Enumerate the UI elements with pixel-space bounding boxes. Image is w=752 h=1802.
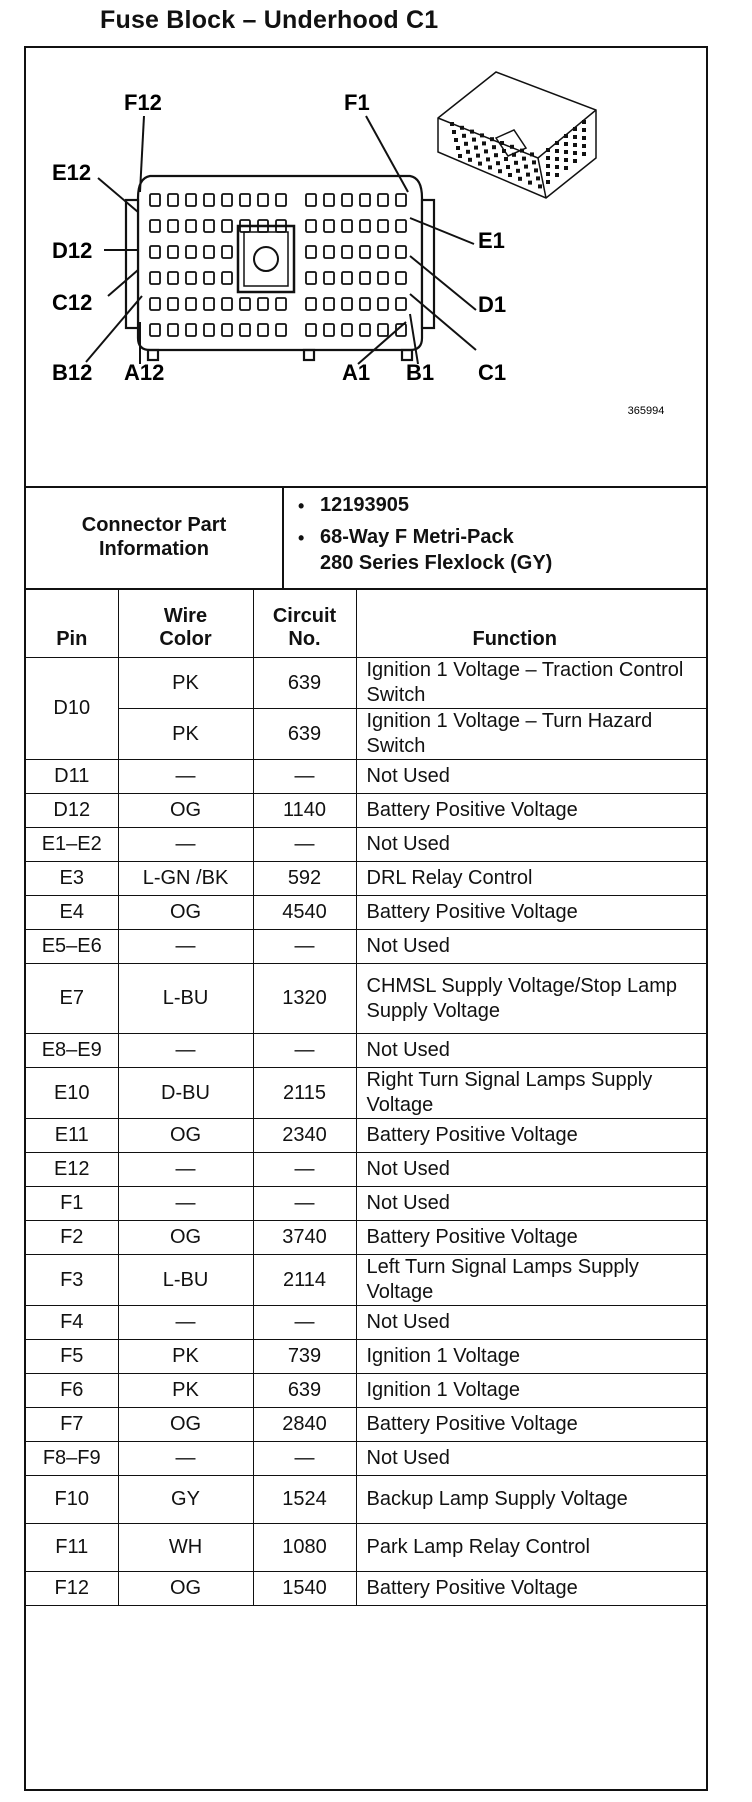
pin-cell: E11: [26, 1119, 118, 1153]
function-cell: Ignition 1 Voltage: [356, 1340, 706, 1374]
table-row: [26, 1153, 706, 1187]
function-cell: CHMSL Supply Voltage/Stop Lamp Supply Voltage: [356, 964, 706, 1034]
circuit-number-cell: 639: [253, 1374, 356, 1408]
label-b12: B12: [52, 360, 93, 385]
wire-color-cell: —: [118, 760, 253, 794]
pin-cavity: [324, 324, 334, 336]
table-row: [26, 709, 706, 760]
pin-cavity: [360, 246, 370, 258]
function-cell: Not Used: [356, 1187, 706, 1221]
pin-cavity: [204, 272, 214, 284]
pin-cavity: [342, 220, 352, 232]
pin-cavity: [186, 194, 196, 206]
circuit-number-cell: 2340: [253, 1119, 356, 1153]
pin-cavity: [306, 246, 316, 258]
wire-color-cell: OG: [118, 794, 253, 828]
pin-cell: F6: [26, 1374, 118, 1408]
circuit-number-cell: —: [253, 1034, 356, 1068]
wire-color-cell: OG: [118, 896, 253, 930]
pin-cavity: [168, 194, 178, 206]
pin-cavity: [324, 194, 334, 206]
pin-cavity: [240, 194, 250, 206]
table-row: [26, 828, 706, 862]
wire-color-cell: OG: [118, 1119, 253, 1153]
function-cell: Ignition 1 Voltage: [356, 1374, 706, 1408]
label-d1: D1: [478, 292, 507, 317]
circuit-number-cell: 4540: [253, 896, 356, 930]
connector-diagram: [26, 48, 706, 488]
pin-cavity: [168, 220, 178, 232]
pin-cell: F3: [26, 1255, 118, 1306]
pin-cell: E10: [26, 1068, 118, 1119]
table-row: [26, 930, 706, 964]
table-row: [26, 862, 706, 896]
function-cell: Not Used: [356, 1442, 706, 1476]
pin-cavity: [306, 298, 316, 310]
pin-cavity: [150, 246, 160, 258]
pin-cavity: [360, 194, 370, 206]
pin-cavity: [378, 246, 388, 258]
connector-series: 280 Series Flexlock (GY): [320, 552, 553, 574]
wire-color-cell: —: [118, 1442, 253, 1476]
circuit-number-cell: 1320: [253, 964, 356, 1034]
wire-color-cell: —: [118, 1187, 253, 1221]
table-row: [26, 1408, 706, 1442]
pin-cavity: [204, 246, 214, 258]
pin-cell: F8–F9: [26, 1442, 118, 1476]
pin-cavity: [324, 220, 334, 232]
pin-cavity: [306, 194, 316, 206]
circuit-number-cell: —: [253, 1306, 356, 1340]
table-row: [26, 1572, 706, 1606]
pin-cavity: [324, 246, 334, 258]
pin-cavity: [378, 194, 388, 206]
wire-color-cell: WH: [118, 1524, 253, 1572]
pin-cavity: [378, 324, 388, 336]
wire-color-cell: —: [118, 1153, 253, 1187]
wire-color-cell: PK: [118, 1374, 253, 1408]
connector-part-information: [26, 486, 706, 590]
connector-sketch: [438, 72, 596, 198]
connector-info-list: [284, 486, 704, 588]
wire-color-cell: OG: [118, 1221, 253, 1255]
leader-lines: [86, 116, 476, 364]
label-d12: D12: [52, 238, 93, 263]
table-row: [26, 1340, 706, 1374]
pin-cavity: [258, 298, 268, 310]
function-cell: Battery Positive Voltage: [356, 794, 706, 828]
pin-cavity: [168, 298, 178, 310]
pin-cavity: [150, 194, 160, 206]
wire-color-cell: OG: [118, 1408, 253, 1442]
pin-cell: F7: [26, 1408, 118, 1442]
document-frame: [24, 46, 708, 1791]
bullet-icon: •: [298, 528, 305, 548]
pin-cavity: [360, 220, 370, 232]
pin-cell: D10: [26, 658, 118, 760]
wire-color-cell: L-GN /BK: [118, 862, 253, 896]
pin-cell: E7: [26, 964, 118, 1034]
pin-cell: F4: [26, 1306, 118, 1340]
pin-cavity: [396, 194, 406, 206]
pin-cavity: [360, 272, 370, 284]
table-row: [26, 1068, 706, 1119]
pin-cell: E1–E2: [26, 828, 118, 862]
pin-cavity: [342, 324, 352, 336]
pin-cavity: [204, 298, 214, 310]
circuit-number-cell: —: [253, 930, 356, 964]
pin-cavity: [360, 298, 370, 310]
function-cell: Left Turn Signal Lamps Supply Voltage: [356, 1255, 706, 1306]
label-c12: C12: [52, 290, 93, 315]
function-cell: Not Used: [356, 828, 706, 862]
table-row: [26, 896, 706, 930]
wire-color-cell: L-BU: [118, 964, 253, 1034]
bullet-icon: •: [298, 496, 305, 516]
function-cell: Battery Positive Voltage: [356, 1119, 706, 1153]
pin-cell: E5–E6: [26, 930, 118, 964]
pin-cavity: [222, 298, 232, 310]
pin-cavity: [240, 298, 250, 310]
pin-cavity: [168, 324, 178, 336]
function-cell: Not Used: [356, 1153, 706, 1187]
pin-cell: F5: [26, 1340, 118, 1374]
pin-cell: D12: [26, 794, 118, 828]
pin-cavity: [342, 194, 352, 206]
pin-cavity: [258, 324, 268, 336]
pin-cavity: [222, 272, 232, 284]
pin-cell: F2: [26, 1221, 118, 1255]
wire-color-cell: PK: [118, 658, 253, 709]
pin-cavity: [168, 272, 178, 284]
pin-cavity: [378, 220, 388, 232]
label-a1: A1: [342, 360, 371, 385]
pin-cell: E12: [26, 1153, 118, 1187]
wire-color-cell: —: [118, 1306, 253, 1340]
label-b1: B1: [406, 360, 435, 385]
page-title: Fuse Block – Underhood C1: [100, 6, 439, 34]
pin-cavity: [324, 272, 334, 284]
pin-cell: F1: [26, 1187, 118, 1221]
pin-cavity: [258, 194, 268, 206]
header-circuit-no: Circuit No.: [253, 589, 356, 658]
function-cell: Right Turn Signal Lamps Supply Voltage: [356, 1068, 706, 1119]
table-row: [26, 1221, 706, 1255]
pin-cavity: [396, 220, 406, 232]
pin-cavity: [378, 298, 388, 310]
pin-cavity: [276, 324, 286, 336]
pin-cell: E8–E9: [26, 1034, 118, 1068]
pin-cavity: [150, 220, 160, 232]
function-cell: Park Lamp Relay Control: [356, 1524, 706, 1572]
function-cell: Battery Positive Voltage: [356, 896, 706, 930]
function-cell: Battery Positive Voltage: [356, 1572, 706, 1606]
circuit-number-cell: —: [253, 828, 356, 862]
circuit-number-cell: 2115: [253, 1068, 356, 1119]
circuit-number-cell: 592: [253, 862, 356, 896]
wire-color-cell: D-BU: [118, 1068, 253, 1119]
circuit-number-cell: —: [253, 760, 356, 794]
pin-cavity: [222, 194, 232, 206]
function-cell: Backup Lamp Supply Voltage: [356, 1476, 706, 1524]
pin-cavity: [222, 220, 232, 232]
pin-cell: F10: [26, 1476, 118, 1524]
table-row: [26, 1524, 706, 1572]
figure-number: 365994: [627, 405, 665, 417]
circuit-number-cell: 639: [253, 658, 356, 709]
label-f12: F12: [124, 90, 162, 115]
connector-drawing: [26, 48, 706, 486]
pin-cavity: [204, 220, 214, 232]
pin-cavity: [186, 298, 196, 310]
pin-cell: E4: [26, 896, 118, 930]
wire-color-cell: PK: [118, 709, 253, 760]
circuit-number-cell: 1140: [253, 794, 356, 828]
wire-color-cell: —: [118, 1034, 253, 1068]
pin-cavity: [150, 298, 160, 310]
table-row: [26, 1187, 706, 1221]
function-cell: Battery Positive Voltage: [356, 1221, 706, 1255]
circuit-number-cell: —: [253, 1153, 356, 1187]
label-f1: F1: [344, 90, 370, 115]
table-header-row: [26, 589, 706, 658]
pin-cell: D11: [26, 760, 118, 794]
table-row: [26, 1374, 706, 1408]
pin-cavity: [150, 272, 160, 284]
circuit-number-cell: —: [253, 1187, 356, 1221]
wire-color-cell: —: [118, 828, 253, 862]
pin-cavity: [396, 298, 406, 310]
header-wire-color: Wire Color: [118, 589, 253, 658]
pin-cavity: [306, 324, 316, 336]
function-cell: Ignition 1 Voltage – Traction Control Switch: [356, 658, 706, 709]
header-pin: Pin: [26, 589, 118, 658]
function-cell: Not Used: [356, 1034, 706, 1068]
connector-info-label: Connector Part Information: [26, 486, 284, 588]
circuit-number-cell: 1524: [253, 1476, 356, 1524]
table-row: [26, 794, 706, 828]
pin-cavity: [378, 272, 388, 284]
pin-cell: E3: [26, 862, 118, 896]
label-e1: E1: [478, 228, 505, 253]
pin-cavity: [168, 246, 178, 258]
pin-cavity: [342, 272, 352, 284]
circuit-number-cell: 1540: [253, 1572, 356, 1606]
pin-cavity: [276, 298, 286, 310]
circuit-number-cell: 739: [253, 1340, 356, 1374]
pin-cavity: [222, 246, 232, 258]
pin-cavity: [342, 298, 352, 310]
pinout-table: [26, 588, 706, 1606]
function-cell: Not Used: [356, 930, 706, 964]
pin-cavity: [360, 324, 370, 336]
wire-color-cell: OG: [118, 1572, 253, 1606]
label-e12: E12: [52, 160, 92, 185]
circuit-number-cell: 3740: [253, 1221, 356, 1255]
table-row: [26, 1306, 706, 1340]
table-row: [26, 1476, 706, 1524]
table-row: [26, 1119, 706, 1153]
label-c1: C1: [478, 360, 507, 385]
table-row: [26, 964, 706, 1034]
table-row: [26, 1442, 706, 1476]
wire-color-cell: L-BU: [118, 1255, 253, 1306]
pin-cell: F11: [26, 1524, 118, 1572]
table-row: [26, 1034, 706, 1068]
function-cell: DRL Relay Control: [356, 862, 706, 896]
wire-color-cell: —: [118, 930, 253, 964]
pin-cavity: [240, 324, 250, 336]
circuit-number-cell: 2840: [253, 1408, 356, 1442]
pin-cavity: [186, 324, 196, 336]
function-cell: Ignition 1 Voltage – Turn Hazard Switch: [356, 709, 706, 760]
pin-cavity: [204, 194, 214, 206]
table-row: [26, 658, 706, 709]
circuit-number-cell: 639: [253, 709, 356, 760]
pin-cavity: [222, 324, 232, 336]
table-row: [26, 1255, 706, 1306]
pin-cavity: [396, 246, 406, 258]
pin-cavity: [276, 194, 286, 206]
function-cell: Battery Positive Voltage: [356, 1408, 706, 1442]
table-row: [26, 760, 706, 794]
wire-color-cell: PK: [118, 1340, 253, 1374]
header-function: Function: [356, 589, 706, 658]
pin-cavity: [324, 298, 334, 310]
connector-part-number: 12193905: [320, 494, 409, 516]
wire-color-cell: GY: [118, 1476, 253, 1524]
function-cell: Not Used: [356, 760, 706, 794]
pin-cavity: [186, 272, 196, 284]
pin-cell: F12: [26, 1572, 118, 1606]
pin-cavity: [150, 324, 160, 336]
connector-type: 68-Way F Metri-Pack: [320, 526, 514, 548]
pin-cavity: [306, 272, 316, 284]
pin-cavity: [204, 324, 214, 336]
pin-cavity: [186, 246, 196, 258]
circuit-number-cell: 1080: [253, 1524, 356, 1572]
label-a12: A12: [124, 360, 165, 385]
pin-cavity: [186, 220, 196, 232]
pin-cavity: [306, 220, 316, 232]
circuit-number-cell: 2114: [253, 1255, 356, 1306]
circuit-number-cell: —: [253, 1442, 356, 1476]
pin-cavity: [342, 246, 352, 258]
function-cell: Not Used: [356, 1306, 706, 1340]
pin-cavity: [396, 272, 406, 284]
